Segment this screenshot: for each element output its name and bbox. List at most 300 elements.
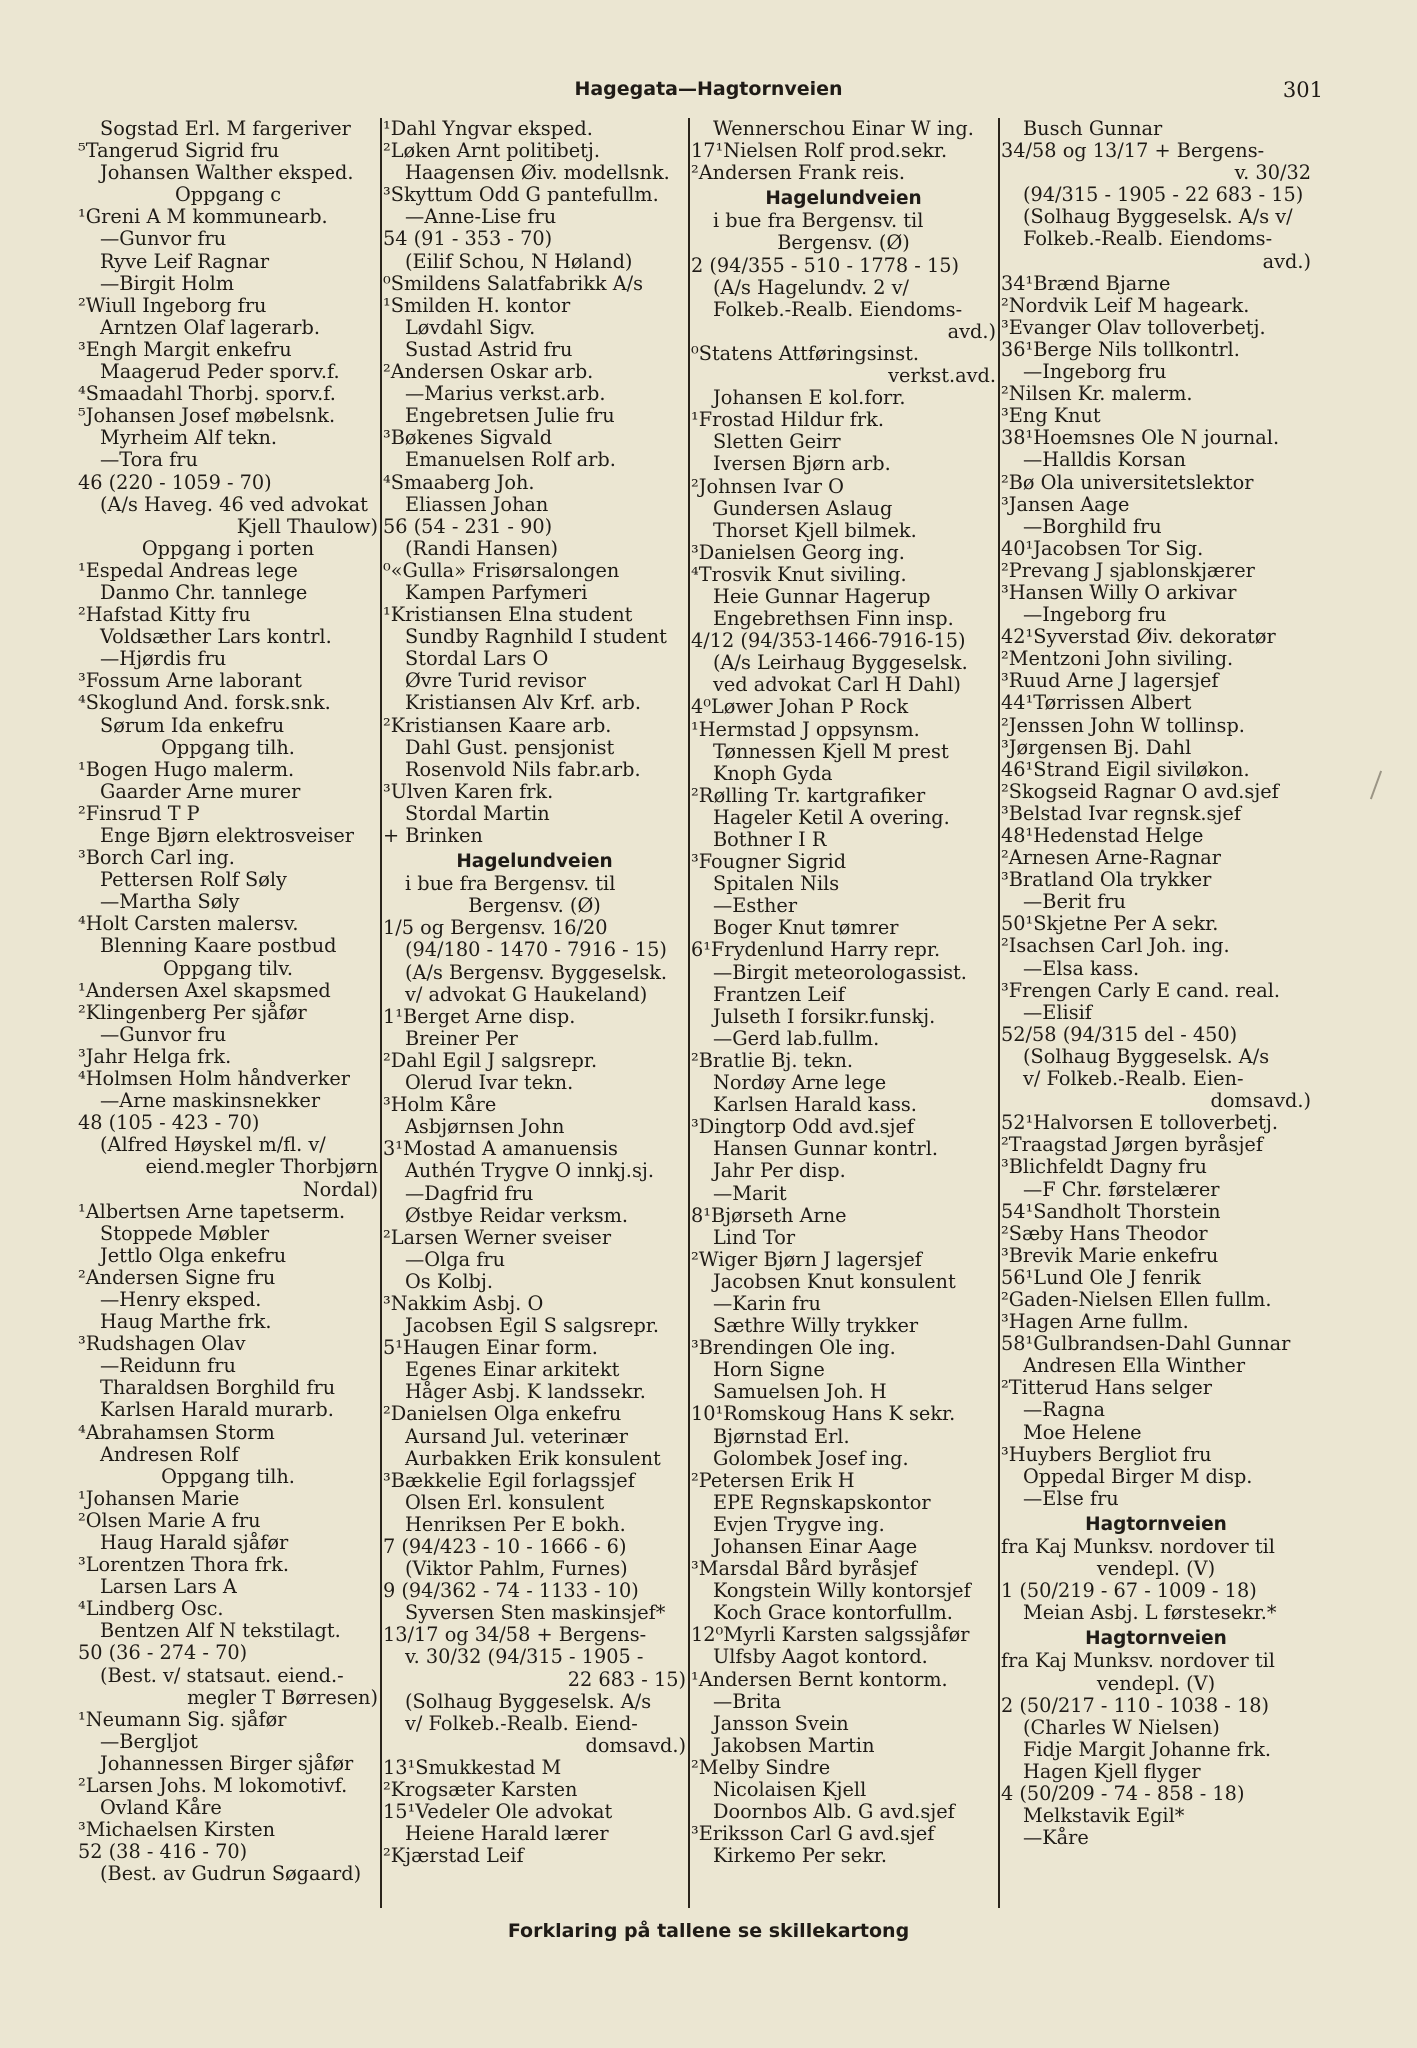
column-divider [688,118,690,1908]
directory-line: Johansen Einar Aage [713,1536,918,1558]
directory-line: ⁰Statens Attføringsinst. [691,342,920,365]
street-heading: Hagelundveien [456,851,613,873]
directory-line: ³Engh Margit enkefru [78,338,292,361]
directory-line: Andresen Ella Winther [1023,1355,1246,1378]
directory-line: 44¹Tørrissen Albert [1001,692,1192,715]
directory-line: —Karin fru [713,1292,821,1315]
directory-line: —Borghild fru [1023,515,1162,538]
directory-line: ²Klingenberg Per sjåfør [78,1001,307,1024]
directory-line: Oppgang i porten [141,537,315,560]
street-heading: Hagtornveien [1085,1628,1227,1650]
directory-line: Iversen Bjørn arb. [713,453,891,476]
directory-line: —Kåre [1023,1827,1089,1850]
directory-line: ¹Johansen Marie [78,1487,240,1510]
directory-line: ¹Frostad Hildur frk. [691,409,884,432]
directory-line: Sogstad Erl. M fargeriver [100,118,351,140]
directory-line: Kongstein Willy kontorsjef [713,1580,971,1603]
directory-line: 36¹Berge Nils tollkontrl. [1001,338,1240,361]
directory-line: ¹Hermstad J oppsynsm. [691,718,920,741]
directory-line: ved advokat Carl H Dahl) [713,674,961,697]
directory-line: ²Larsen Werner sveiser [383,1226,612,1249]
directory-line: Oppgang c [174,184,282,207]
directory-line: 50 (36 - 274 - 70) [78,1642,248,1665]
column-divider [998,118,1000,1908]
directory-line: ¹Andersen Axel skapsmed [78,979,331,1002]
directory-line: Aursand Jul. veterinær [405,1425,629,1448]
directory-line: ⁰«Gulla» Frisørsalongen [383,559,620,582]
directory-line: —Martha Søly [100,891,240,914]
directory-line: 15¹Vedeler Ole advokat [383,1801,613,1824]
directory-line: ³Blichfeldt Dagny fru [1001,1156,1207,1179]
directory-line: Meian Asbj. L førstesekr.* [1023,1602,1277,1625]
directory-line: ¹Albertsen Arne tapetserm. [78,1200,346,1223]
directory-line: ¹Neumann Sig. sjåfør [78,1708,287,1731]
directory-line: Hansen Gunnar kontrl. [713,1138,939,1161]
directory-line: ²Andersen Frank reis. [691,162,906,185]
directory-line: —Tora fru [100,449,198,472]
directory-line: —Elsa kass. [1023,957,1140,980]
directory-line: ³Brevik Marie enkefru [1001,1244,1219,1267]
directory-line: ²Bø Ola universitetslektor [1001,471,1254,494]
directory-line: ²Kristiansen Kaare arb. [383,714,612,737]
directory-line: —Birgit meteorologassist. [713,961,967,984]
directory-line: Frantzen Leif [713,983,845,1006]
directory-line: 50¹Skjetne Per A sekr. [1001,913,1219,936]
directory-line: (Charles W Nielsen) [1023,1716,1220,1739]
directory-line: ²Olsen Marie A fru [78,1509,261,1532]
directory-line: (A/s Leirhaug Byggeselsk. [713,652,968,675]
directory-line: ³Skyttum Odd G pantefullm. [383,184,659,207]
directory-line: Bothner I R [713,829,827,851]
directory-line: ²Skogseid Ragnar O avd.sjef [1001,780,1279,803]
directory-line: 4/12 (94/353-1466-7916-15) [691,630,966,653]
directory-line: Ovland Kåre [100,1797,222,1820]
directory-line: 46 (220 - 1059 - 70) [78,471,272,494]
directory-line: (Solhaug Byggeselsk. A/s [1023,1045,1270,1068]
page-header [0,78,1417,108]
directory-line: ³Fougner Sigrid [691,851,847,874]
directory-column-3 [691,118,996,1908]
directory-line: Emanuelsen Rolf arb. [405,449,616,472]
directory-line: Bentzen Alf N tekstilagt. [100,1620,341,1643]
directory-line: Arntzen Olaf lagerarb. [100,316,320,339]
directory-line: ²Nilsen Kr. malerm. [1001,383,1193,406]
directory-line: Bergensv. (Ø) [777,232,910,255]
directory-line: —Gunvor fru [100,1023,227,1046]
directory-line: (A/s Haveg. 46 ved advokat [100,493,368,516]
directory-line: Knoph Gyda [713,762,833,785]
directory-line: 22 683 - 15) [567,1668,686,1691]
directory-line: Kristiansen Alv Krf. arb. [405,692,641,715]
directory-line: —Hjørdis fru [100,648,227,671]
directory-column-4 [1001,118,1311,1908]
street-heading: Hagtornveien [1085,1513,1227,1535]
directory-line: ⁵Tangerud Sigrid fru [78,140,280,163]
directory-line: Stordal Lars O [405,648,549,671]
directory-line: 56 (54 - 231 - 90) [383,515,553,538]
directory-line: ³Jansen Aage [1001,493,1130,516]
directory-line: ³Belstad Ivar regnsk.sjef [1001,802,1241,825]
directory-line: Folkeb.-Realb. Eiendoms- [1023,228,1273,251]
directory-line: ²Arnesen Arne-Ragnar [1001,847,1221,870]
directory-line: (Eilif Schou, N Høland) [405,250,633,273]
directory-line: Syversen Sten maskinsjef* [405,1602,666,1625]
directory-line: 52¹Halvorsen E tolloverbetj. [1001,1112,1278,1135]
directory-line: 38¹Hoemsnes Ole N journal. [1001,427,1280,450]
directory-line: Sundby Ragnhild I student [405,626,667,649]
directory-line: 4 (50/209 - 74 - 858 - 18) [1001,1783,1245,1806]
directory-line: Maagerud Peder sporv.f. [100,361,340,384]
directory-line: 13¹Smukkestad M [383,1756,562,1779]
directory-line: 7 (94/423 - 10 - 1666 - 6) [383,1536,627,1558]
directory-line: ⁴Skoglund And. forsk.snk. [78,692,331,715]
directory-line: ²Larsen Johs. M lokomotivf. [78,1775,348,1798]
directory-line: 46¹Strand Eigil siviløkon. [1001,758,1250,781]
directory-line: Jansson Svein [713,1712,849,1735]
directory-line: Bjørnstad Erl. [713,1425,850,1448]
directory-line: ²Andersen Signe fru [78,1266,276,1289]
directory-line: ²Nordvik Leif M hageark. [1001,294,1250,317]
directory-line: 52/58 (94/315 del - 450) [1001,1023,1238,1046]
directory-line: Olsen Erl. konsulent [405,1491,605,1514]
directory-line: ⁵Johansen Josef møbelsnk. [78,405,336,428]
directory-line: EPE Regnskapskontor [713,1491,931,1514]
directory-line: ²Mentzoni John siviling. [1001,648,1234,671]
page-number: 301 [1282,78,1323,102]
directory-line: Koch Grace kontorfullm. [713,1602,953,1625]
directory-line: ²Kjærstad Leif [383,1845,524,1868]
directory-line: Egenes Einar arkitekt [405,1359,620,1382]
directory-line: i bue fra Bergensv. til [405,873,616,896]
directory-line: ²Melby Sindre [691,1756,831,1779]
directory-line: ⁴Holmsen Holm håndverker [78,1068,350,1091]
directory-line: i bue fra Bergensv. til [713,210,924,233]
directory-line: vendepl. (V) [1096,1672,1216,1695]
directory-line: Hagen Kjell flyger [1023,1760,1201,1783]
directory-line: ⁴Abrahamsen Storm [78,1421,275,1444]
directory-line: ³Michaelsen Kirsten [78,1819,276,1842]
page-title: Hagegata—Hagtornveien [574,78,843,100]
directory-line: 2 (94/355 - 510 - 1778 - 15) [691,254,959,277]
column-divider [380,118,382,1908]
directory-line: ²Krogsæter Karsten [383,1779,578,1802]
directory-line: Spitalen Nils [713,873,840,896]
directory-line: —Arne maskinsnekker [100,1090,321,1113]
directory-line: Johannessen Birger sjåfør [100,1752,354,1775]
directory-line: Evjen Trygve ing. [713,1513,885,1536]
directory-line: —Halldis Korsan [1023,449,1186,472]
directory-line: ¹Bogen Hugo malerm. [78,758,295,781]
directory-line: Jakobsen Martin [713,1734,875,1757]
directory-line: 54¹Sandholt Thorstein [1001,1200,1221,1223]
directory-line: —Bergljot [100,1730,198,1753]
directory-column-2 [383,118,686,1908]
directory-line: 17¹Nielsen Rolf prod.sekr. [691,140,948,163]
directory-line: Folkeb.-Realb. Eiendoms- [713,298,963,321]
directory-line: ⁴Lindberg Osc. [78,1598,224,1621]
directory-line: Enge Bjørn elektrosveiser [100,825,355,847]
directory-line: domsavd.) [585,1734,686,1757]
directory-line: —Henry eksped. [100,1288,262,1311]
directory-line: avd.) [1262,250,1311,273]
directory-line: Oppgang tilv. [162,957,294,980]
directory-line: Thorset Kjell bilmek. [713,519,917,542]
directory-line: ²Petersen Erik H [691,1469,855,1492]
directory-line: 40¹Jacobsen Tor Sig. [1001,537,1204,560]
directory-line: Haug Harald sjåfør [100,1532,289,1554]
directory-line: ⁴Smaadahl Thorbj. sporv.f. [78,383,336,406]
scan-mark [1370,771,1382,800]
directory-line: —Olga fru [405,1248,505,1271]
directory-line: Asbjørnsen John [405,1116,565,1139]
directory-line: Øvre Turid revisor [405,670,586,693]
directory-line: verkst.avd. [888,365,996,388]
directory-line: Kjell Thaulow) [236,515,378,538]
directory-line: 48 (105 - 423 - 70) [78,1112,260,1135]
directory-line: Doornbos Alb. G avd.sjef [713,1801,955,1824]
directory-line: Sørum Ida enkefru [100,714,285,737]
directory-line: ³Huybers Bergliot fru [1001,1443,1212,1466]
directory-line: ⁴Holt Carsten malersv. [78,913,299,936]
directory-line: Julseth I forsikr.funskj. [713,1005,936,1028]
directory-line: Fidje Margit Johanne frk. [1023,1738,1272,1761]
directory-line: Løvdahl Sigv. [405,316,536,339]
directory-line: 6¹Frydenlund Harry repr. [691,939,941,962]
directory-line: ³Holm Kåre [383,1094,497,1117]
directory-line: ³Ruud Arne J lagersjef [1001,670,1219,693]
directory-line: (94/180 - 1470 - 7916 - 15) [405,939,667,962]
directory-line: ⁴Smaaberg Joh. [383,471,535,494]
directory-line: ²Dahl Egil J salgsrepr. [383,1049,598,1072]
directory-line: Eliassen Johan [405,493,549,516]
directory-line: —Marius verkst.arb. [405,383,606,406]
directory-line: —Esther [713,895,798,918]
directory-line: 2 (50/217 - 110 - 1038 - 18) [1001,1694,1269,1717]
directory-line: 13/17 og 34/58 + Bergens- [383,1624,647,1647]
directory-line: Oppgang tilh. [161,1465,295,1488]
directory-line: Stordal Martin [405,802,550,825]
directory-line: ³Nakkim Asbj. O [383,1292,544,1315]
directory-line: —Reidunn fru [100,1355,236,1378]
directory-line: —Marit [713,1182,787,1205]
directory-line: 42¹Syverstad Øiv. dekoratør [1001,626,1276,649]
directory-line: Østbye Reidar verksm. [405,1204,629,1227]
directory-line: ²Rølling Tr. kartgrafiker [691,784,926,807]
directory-line: v. 30/32 (94/315 - 1905 - [405,1646,644,1669]
directory-line: —Dagfrid fru [405,1182,534,1205]
directory-line: Sletten Geirr [713,431,841,454]
directory-line: Sustad Astrid fru [405,338,573,361]
directory-line: —Berit fru [1023,891,1126,914]
directory-line: ³Frengen Carly E cand. real. [1001,979,1281,1002]
directory-line: Moe Helene [1023,1421,1142,1444]
directory-line: fra Kaj Munksv. nordover til [1001,1650,1275,1673]
directory-line: 1¹Berget Arne disp. [383,1005,576,1028]
directory-line: ³Borch Carl ing. [78,847,235,870]
directory-line: Tønnessen Kjell M prest [713,740,949,763]
directory-line: ³Eng Knut [1001,405,1101,428]
directory-line: Haagensen Øiv. modellsnk. [405,162,670,185]
directory-line: (Viktor Pahlm, Furnes) [405,1558,628,1581]
directory-line: Samuelsen Joh. H [713,1381,887,1404]
directory-line: 1/5 og Bergensv. 16/20 [383,917,608,940]
directory-line: Nicolaisen Kjell [713,1779,867,1802]
directory-line: Tharaldsen Borghild fru [100,1377,336,1400]
directory-line: ²Danielsen Olga enkefru [383,1403,622,1426]
directory-line: (Solhaug Byggeselsk. A/s [405,1690,652,1713]
directory-line: ³Bækkelie Egil forlagssjef [383,1469,635,1492]
directory-line: ²Johnsen Ivar O [691,475,844,498]
directory-line: Nordal) [302,1178,378,1201]
directory-line: Ryve Leif Ragnar [100,250,270,273]
directory-line: ²Hafstad Kitty fru [78,604,251,627]
directory-line: Myrheim Alf tekn. [100,427,278,450]
directory-line: Karlsen Harald kass. [713,1094,917,1117]
directory-line: eiend.megler Thorbjørn [145,1156,378,1179]
directory-line: Authén Trygve O innkj.sj. [405,1160,654,1183]
directory-line: Håger Asbj. K landssekr. [405,1381,646,1404]
directory-line: ²Titterud Hans selger [1001,1377,1212,1400]
directory-line: ²Sæby Hans Theodor [1001,1222,1208,1245]
directory-line: Melkstavik Egil* [1023,1805,1185,1828]
directory-line: Aurbakken Erik konsulent [405,1447,661,1470]
directory-line: 56¹Lund Ole J fenrik [1001,1266,1201,1289]
directory-line: Lind Tor [713,1226,796,1249]
directory-line: Danmo Chr. tannlege [100,581,308,604]
directory-line: ³Dingtorp Odd avd.sjef [691,1116,915,1139]
directory-line: —F Chr. førstelærer [1023,1178,1220,1201]
directory-line: Larsen Lars A [100,1576,237,1599]
directory-line: ¹Kristiansen Elna student [383,604,633,627]
directory-line: Rosenvold Nils fabr.arb. [405,758,641,781]
directory-line: Johansen E kol.forr. [713,387,906,410]
directory-line: Johansen Walther eksped. [100,162,354,185]
directory-line: Jacobsen Knut konsulent [713,1270,956,1293]
directory-line: Engebrethsen Finn insp. [713,608,954,631]
directory-line: Jacobsen Egil S salgsrepr. [405,1315,660,1338]
directory-line: ²Traagstad Jørgen byråsjef [1001,1134,1263,1157]
directory-line: Golombek Josef ing. [713,1447,909,1470]
directory-line: Oppgang tilh. [161,736,295,759]
directory-line: ³Rudshagen Olav [78,1333,246,1356]
directory-line: —Gunvor fru [100,228,227,251]
directory-line: (94/315 - 1905 - 22 683 - 15) [1023,184,1304,207]
directory-line: 8¹Bjørseth Arne [691,1204,847,1227]
directory-line: —Birgit Holm [100,272,235,295]
directory-line: Nordøy Arne lege [713,1072,887,1095]
directory-line: (Solhaug Byggeselsk. A/s v/ [1023,206,1293,229]
directory-line: v/ Folkeb.-Realb. Eien- [1023,1068,1244,1091]
directory-line: Os Kolbj. [405,1270,493,1293]
directory-line: —Ingeborg fru [1023,361,1167,384]
directory-line: (Best. v/ statsaut. eiend.- [100,1664,344,1687]
directory-line: ²Finsrud T P [78,802,200,825]
directory-line: 58¹Gulbrandsen-Dahl Gunnar [1001,1333,1291,1356]
directory-line: Gundersen Aslaug [713,497,893,520]
directory-line: (A/s Bergensv. Byggeselsk. [405,961,668,984]
directory-line: v/ Folkeb.-Realb. Eiend- [405,1712,638,1735]
directory-line: 9 (94/362 - 74 - 1133 - 10) [383,1580,639,1603]
directory-line: 1 (50/219 - 67 - 1009 - 18) [1001,1580,1257,1603]
directory-line: Voldsæther Lars kontrl. [100,626,332,649]
directory-line: ⁴Trosvik Knut siviling. [691,563,907,586]
directory-line: ³Marsdal Bård byråsjef [691,1558,917,1581]
directory-line: Kirkemo Per sekr. [713,1845,887,1868]
directory-line: —Gerd lab.fullm. [713,1027,880,1050]
directory-line: ³Danielsen Georg ing. [691,541,905,564]
directory-line: 5¹Haugen Einar form. [383,1337,598,1360]
directory-line: v/ advokat G Haukeland) [405,983,648,1006]
directory-line: —Brita [713,1690,782,1713]
directory-line: ²Gaden-Nielsen Ellen fullm. [1001,1288,1272,1311]
directory-line: Hageler Ketil A overing. [713,806,950,829]
directory-line: 3¹Mostad A amanuensis [383,1138,618,1161]
directory-line: domsavd.) [1210,1090,1311,1113]
street-heading: Hagelundveien [765,188,922,210]
directory-column-1 [78,118,378,1908]
directory-line: ²Wiull Ingeborg fru [78,294,267,317]
directory-line: (Randi Hansen) [405,537,559,560]
directory-line: —Else fru [1023,1487,1119,1510]
directory-line: Haug Marthe frk. [100,1311,272,1334]
directory-line: Henriksen Per E bokh. [405,1513,626,1536]
directory-line: Andresen Rolf [100,1443,239,1466]
directory-line: Gaarder Arne murer [100,780,301,803]
directory-line: 34¹Brænd Bjarne [1001,272,1171,295]
directory-line: (A/s Hagelundv. 2 v/ [713,276,910,299]
directory-line: ²Bratlie Bj. tekn. [691,1049,854,1072]
directory-line: —Elisif [1023,1001,1092,1024]
directory-line: Stoppede Møbler [100,1222,270,1245]
directory-line: ²Isachsen Carl Joh. ing. [1001,935,1230,958]
directory-line: ³Evanger Olav tolloverbetj. [1001,316,1266,339]
directory-line: ³Jørgensen Bj. Dahl [1001,736,1192,759]
directory-line: ²Andersen Oskar arb. [383,361,594,384]
directory-line: ³Hagen Arne fullm. [1001,1311,1189,1334]
directory-line: Heie Gunnar Hagerup [713,585,931,608]
directory-line: 34/58 og 13/17 + Bergens- [1001,140,1265,163]
directory-line: ³Brendingen Ole ing. [691,1337,896,1360]
directory-line: ¹Dahl Yngvar eksped. [383,118,593,140]
directory-line: ³Hansen Willy O arkivar [1001,581,1237,604]
directory-line: Jahr Per disp. [713,1160,846,1183]
directory-line: ³Ulven Karen frk. [383,780,554,803]
directory-line: 12⁰Myrli Karsten salgssjåfør [691,1624,970,1647]
directory-line: ³Bøkenes Sigvald [383,427,553,450]
directory-line: ¹Smilden H. kontor [383,294,571,317]
directory-line: ⁰Smildens Salatfabrikk A/s [383,272,644,295]
directory-line: vendepl. (V) [1096,1558,1216,1581]
directory-line: ¹Espedal Andreas lege [78,559,298,582]
directory-line: Olerud Ivar tekn. [405,1072,574,1095]
directory-line: Wennerschou Einar W ing. [713,118,974,140]
directory-line: Jettlo Olga enkefru [100,1244,287,1267]
directory-line: megler T Børresen) [187,1686,378,1709]
directory-line: Horn Signe [713,1359,825,1382]
directory-line: Pettersen Rolf Søly [100,869,287,892]
directory-line: Bergensv. (Ø) [468,895,601,918]
directory-line: fra Kaj Munksv. nordover til [1001,1536,1275,1558]
directory-line: ²Jenssen John W tollinsp. [1001,714,1245,737]
directory-line: ³Eriksson Carl G avd.sjef [691,1823,935,1846]
directory-line: Karlsen Harald murarb. [100,1399,334,1422]
directory-line: Busch Gunnar [1023,118,1163,140]
directory-line: Dahl Gust. pensjonist [405,736,615,759]
directory-line: (Best. av Gudrun Søgaard) [100,1863,362,1886]
directory-line: Kampen Parfymeri [405,581,588,604]
directory-line: ²Løken Arnt politibetj. [383,140,601,163]
directory-line: Blenning Kaare postbud [100,935,337,958]
